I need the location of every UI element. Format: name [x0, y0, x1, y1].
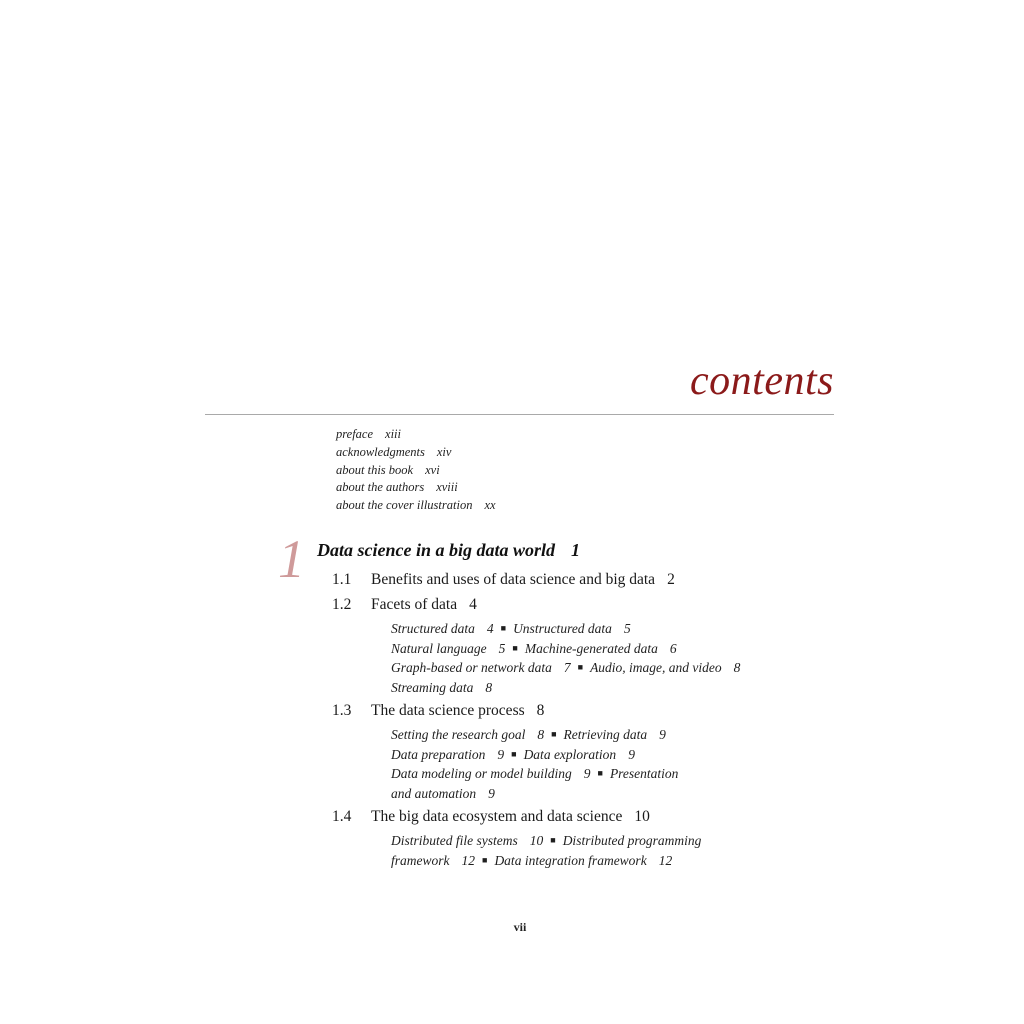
topic-page: 5 — [498, 640, 506, 656]
topic-page: 9 — [583, 766, 591, 782]
bullet-separator: ■ — [551, 729, 557, 739]
front-matter-page: xiv — [436, 444, 452, 459]
topic-text[interactable]: and automation — [391, 785, 477, 801]
front-matter-page: xiii — [385, 427, 401, 441]
topic-text[interactable]: Streaming data — [391, 679, 474, 695]
topic-text[interactable]: framework — [391, 852, 450, 868]
topic-text[interactable]: Retrieving data — [563, 727, 648, 742]
topic-page: 8 — [537, 727, 545, 742]
front-matter-page: xx — [484, 498, 496, 513]
bullet-separator: ■ — [511, 748, 517, 759]
page-number: vii — [513, 920, 527, 934]
topic-line — [391, 832, 701, 852]
topic-line — [391, 620, 740, 640]
front-matter-item[interactable] — [336, 426, 496, 444]
topic-text[interactable]: Graph-based or network data — [391, 660, 552, 676]
front-matter-label: about the authors — [336, 480, 425, 495]
topic-text[interactable]: Data modeling or model building — [391, 766, 572, 782]
topic-text[interactable]: Distributed file systems — [391, 833, 518, 848]
topic-line — [391, 746, 678, 766]
front-matter-label: acknowledgments — [336, 444, 425, 459]
section-entry[interactable] — [332, 571, 675, 589]
topic-line — [391, 679, 740, 698]
chapter-title-text: Data science in a big data world — [317, 540, 555, 560]
section-number: 1.3 — [332, 702, 352, 719]
topic-line — [391, 852, 701, 872]
topic-text[interactable]: Presentation — [609, 766, 679, 782]
section-page: 2 — [667, 571, 675, 588]
topic-text[interactable]: Data integration framework — [494, 852, 647, 868]
topic-page: 9 — [488, 785, 495, 801]
topic-line — [391, 765, 678, 785]
topic-page: 12 — [461, 852, 475, 868]
section-page: 4 — [469, 596, 477, 613]
section-title: The big data ecosystem and data science — [371, 808, 623, 825]
section-number: 1.1 — [332, 571, 352, 588]
topic-text[interactable]: Unstructured data — [513, 621, 612, 636]
section-topics — [391, 726, 678, 803]
section-topics — [391, 620, 740, 697]
bullet-separator: ■ — [482, 854, 488, 865]
topic-text[interactable]: Data exploration — [523, 746, 617, 762]
section-number: 1.2 — [332, 596, 352, 613]
front-matter-page: xvi — [425, 462, 440, 477]
front-matter-item[interactable] — [336, 497, 496, 515]
section-page: 10 — [634, 808, 650, 825]
section-entry[interactable] — [332, 808, 650, 826]
front-matter-item[interactable] — [336, 462, 496, 480]
bullet-separator: ■ — [550, 835, 556, 845]
topic-text[interactable]: Setting the research goal — [391, 727, 526, 742]
topic-text[interactable]: Machine-generated data — [524, 640, 658, 656]
section-page: 8 — [536, 702, 545, 719]
front-matter-label: about this book — [336, 462, 414, 477]
section-entry[interactable] — [332, 702, 544, 720]
topic-text[interactable]: Data preparation — [391, 746, 486, 762]
topic-page: 10 — [529, 833, 544, 848]
bullet-separator: ■ — [597, 768, 603, 779]
topic-page: 5 — [623, 621, 631, 636]
section-title: The data science process — [371, 702, 525, 719]
topic-page: 12 — [658, 852, 673, 868]
section-entry[interactable] — [332, 596, 477, 614]
topic-page: 8 — [485, 679, 493, 695]
topic-line — [391, 785, 678, 804]
front-matter-item[interactable] — [336, 479, 496, 497]
front-matter-page: xviii — [436, 480, 458, 495]
bullet-separator: ■ — [577, 662, 584, 673]
topic-page: 9 — [659, 727, 666, 742]
chapter-page: 1 — [571, 540, 580, 560]
title-divider — [205, 414, 834, 415]
topic-line — [391, 659, 740, 679]
topic-text[interactable]: Structured data — [391, 621, 475, 636]
topic-page: 6 — [669, 640, 677, 656]
bullet-separator: ■ — [500, 623, 507, 633]
chapter-number: 1 — [278, 529, 305, 589]
topic-page: 9 — [628, 746, 635, 762]
topic-text[interactable]: Natural language — [391, 640, 487, 656]
front-matter-label: preface — [336, 427, 374, 441]
front-matter-item[interactable] — [336, 444, 496, 462]
bullet-separator: ■ — [512, 642, 518, 653]
section-topics — [391, 832, 701, 871]
section-number: 1.4 — [332, 808, 352, 825]
topic-text[interactable]: Audio, image, and video — [590, 660, 722, 676]
topic-page: 8 — [733, 660, 741, 676]
topic-page: 9 — [497, 746, 505, 762]
chapter-title[interactable] — [317, 540, 580, 561]
front-matter-label: about the cover illustration — [336, 498, 473, 513]
topic-text[interactable]: Distributed programming — [562, 833, 702, 848]
topic-line — [391, 640, 740, 660]
topic-page: 4 — [486, 621, 494, 636]
front-matter-list — [336, 426, 496, 515]
section-title: Benefits and uses of data science and big data — [371, 571, 656, 588]
page-title: contents — [690, 358, 834, 404]
section-title: Facets of data — [371, 596, 458, 613]
topic-line — [391, 726, 678, 746]
topic-page: 7 — [563, 660, 571, 676]
